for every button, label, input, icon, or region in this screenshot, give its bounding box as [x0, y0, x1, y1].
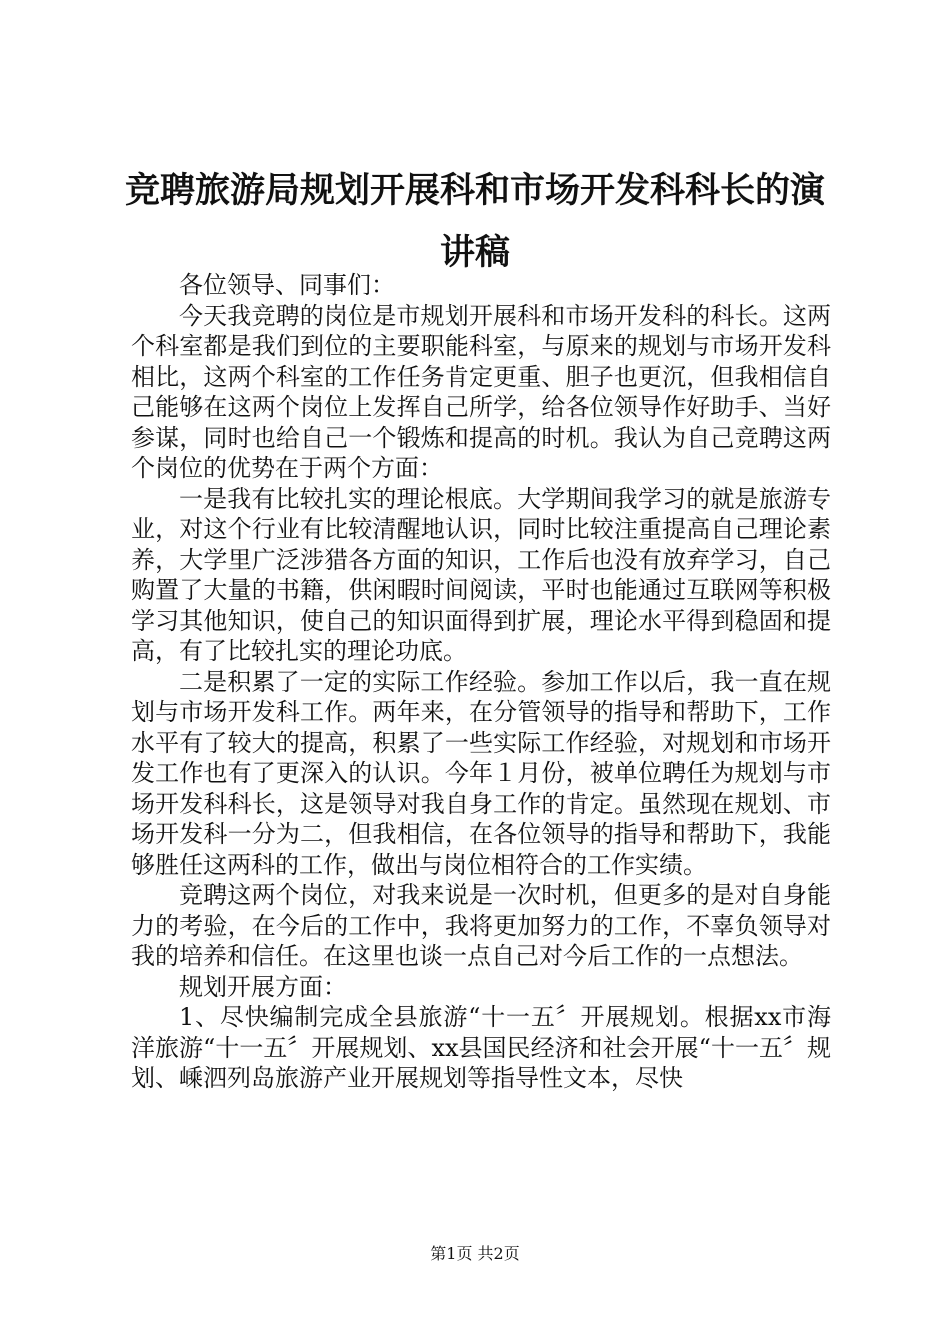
document-title: 竞聘旅游局规划开展科和市场开发科科长的演讲稿 — [124, 170, 825, 273]
paragraph-intro: 今天我竞聘的岗位是市规划开展科和市场开发科的科长。这两个科室都是我们到位的主要职能科室，与原来的规划与市场开发科相比，这两个科室的工作任务肯定更重、胆子也更沉，但我相信自己能够在这两个岗位上发挥自己所学，给各位领导作好助手、当好参谋，同时也给自己一个锻炼和提高的时机。我认为自己竞聘这两个岗位的优势在于两个方面： — [131, 301, 831, 482]
paragraph-planning-heading: 规划开展方面： — [179, 972, 347, 1001]
paragraph-salutation: 各位领导、同事们： — [179, 271, 395, 299]
paragraph-theory-foundation: 一是我有比较扎实的理论根底。大学期间我学习的就是旅游专业，对这个行业有比较清醒地认识，同时比较注重提高自己理论素养，大学里广泛涉猎各方面的知识，工作后也没有放弃学习，自己购置了大量的书籍，供闲暇时间阅读，平时也能通过互联网等积极学习其他知识，使自己的知识面得到扩展，理论水平得到稳固和提高，有了比较扎实的理论功底。 — [131, 484, 831, 665]
paragraph-opportunity: 竞聘这两个岗位，对我来说是一次时机，但更多的是对自身能力的考验，在今后的工作中，我将更加努力的工作，不辜负领导对我的培养和信任。在这里也谈一点自己对今后工作的一点想法。 — [131, 881, 831, 970]
paragraph-planning-item-1: 1、尽快编制完成全县旅游“十一五〞开展规划。根据xx市海洋旅游“十一五〞开展规划、xx县国民经济和社会开展“十一五〞规划、嵊泗列岛旅游产业开展规划等指导性文本，尽快 — [131, 1003, 831, 1092]
page-footer: 第1页 共2页 — [430, 1244, 520, 1263]
document-body — [131, 270, 831, 1094]
paragraph-work-experience: 二是积累了一定的实际工作经验。参加工作以后，我一直在规划与市场开发科工作。两年来，在分管领导的指导和帮助下，工作水平有了较大的提高，积累了一些实际工作经验，对规划和市场开发工作也有了更深入的认识。今年１月份，被单位聘任为规划与市场开发科科长，这是领导对我自身工作的肯定。虽然现在规划、市场开发科一分为二，但我相信，在各位领导的指导和帮助下，我能够胜任这两科的工作，做出与岗位相符合的工作实绩。 — [131, 667, 831, 879]
